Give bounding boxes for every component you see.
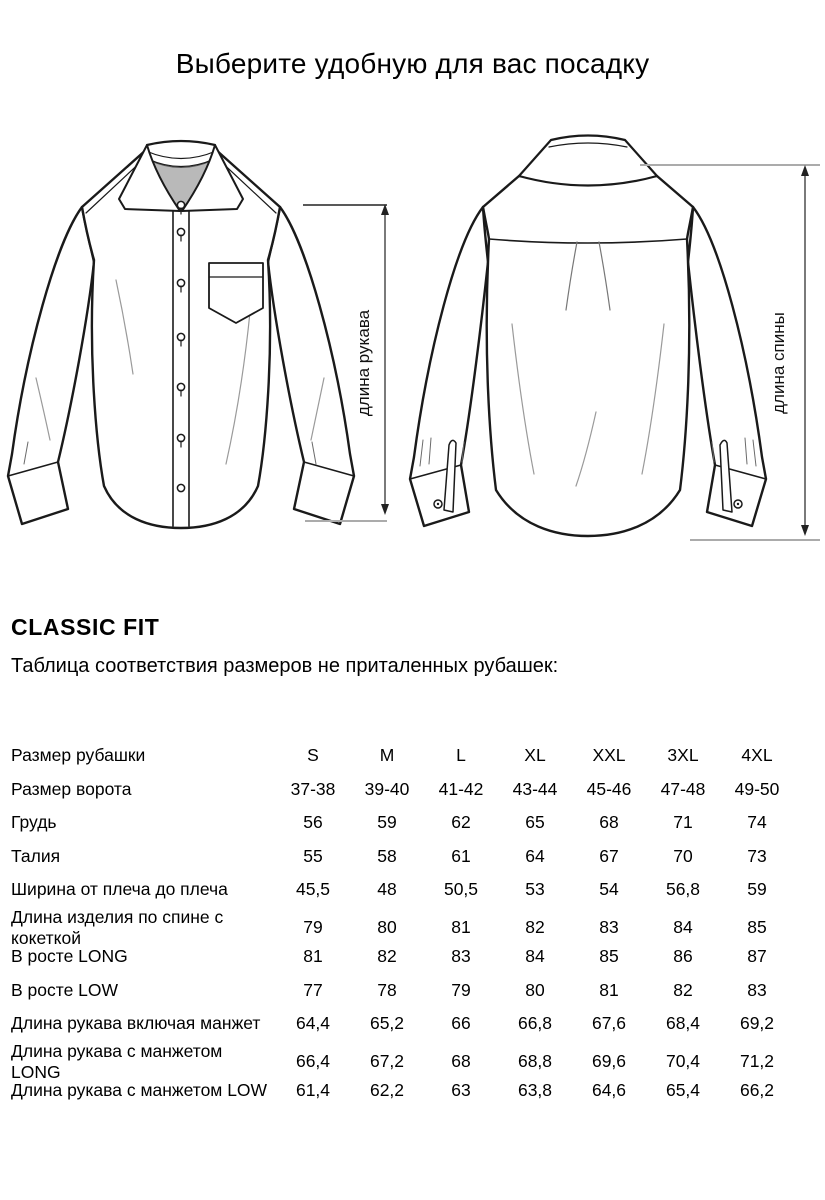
cell-value: 49-50 <box>734 778 780 799</box>
cell-value: 37-38 <box>290 778 336 799</box>
size-table <box>0 739 825 1108</box>
cell-value: 54 <box>599 879 619 900</box>
cell-value: 45,5 <box>295 879 331 900</box>
table-row <box>0 974 825 1008</box>
cell-value: 64 <box>525 845 545 866</box>
cell-value: 83 <box>451 946 471 967</box>
cell-value: 39-40 <box>364 778 410 799</box>
cell-value: 69,6 <box>591 1051 627 1071</box>
cell-value: 63 <box>451 1080 471 1101</box>
cell-value: 67,6 <box>591 1013 627 1034</box>
fit-heading: CLASSIC FIT <box>11 614 160 640</box>
table-row <box>0 1040 825 1082</box>
cell-value: 74 <box>747 812 767 833</box>
cell-value: 83 <box>747 979 767 1000</box>
cell-value: 79 <box>451 979 471 1000</box>
table-row <box>0 840 825 874</box>
cell-value: 78 <box>377 979 397 1000</box>
cell-value: 61,4 <box>295 1080 331 1101</box>
cell-value: 62 <box>451 812 471 833</box>
cell-value: 85 <box>599 946 619 967</box>
cell-value: 80 <box>525 979 545 1000</box>
cell-value: 65,4 <box>665 1080 701 1101</box>
table-row <box>0 1007 825 1041</box>
cell-value: 83 <box>599 917 619 937</box>
cell-value: 66,4 <box>295 1051 331 1071</box>
cell-value: 81 <box>303 946 323 967</box>
cell-value: 87 <box>747 946 767 967</box>
row-label: Длина рукава с манжетом LONG <box>11 1040 223 1082</box>
row-label: Длина изделия по спине с кокеткой <box>11 906 224 948</box>
row-label: Размер ворота <box>11 778 132 799</box>
cell-value: 58 <box>377 845 397 866</box>
shirt-front-view <box>8 141 354 528</box>
table-row <box>0 873 825 907</box>
cell-value: 59 <box>747 879 767 900</box>
row-label: В росте LOW <box>11 979 119 1000</box>
cell-value: 71 <box>673 812 693 833</box>
cell-value: 50,5 <box>443 879 479 900</box>
table-caption: Таблица соответствия размеров не приталенных рубашек: <box>11 655 559 677</box>
cell-value: 73 <box>747 845 767 866</box>
table-row <box>0 773 825 807</box>
cell-value: 69,2 <box>739 1013 775 1034</box>
cell-value: 70,4 <box>665 1051 701 1071</box>
shirt-diagram-svg <box>0 112 825 577</box>
cell-value: 65,2 <box>369 1013 405 1034</box>
cell-value: 56,8 <box>665 879 701 900</box>
cell-value: 70 <box>673 845 693 866</box>
cell-value: 59 <box>377 812 397 833</box>
page-title: Выберите удобную для вас посадку <box>175 48 650 79</box>
row-label: Длина рукава включая манжет <box>11 1013 261 1034</box>
cell-value: 71,2 <box>739 1051 775 1071</box>
cell-value: XL <box>524 745 546 766</box>
back-length-label: длина спины <box>769 312 788 414</box>
cell-value: 65 <box>525 812 545 833</box>
cell-value: 86 <box>673 946 693 967</box>
cell-value: 67 <box>599 845 619 866</box>
cell-value: 68,4 <box>665 1013 701 1034</box>
sleeve-length-label: длина рукава <box>354 309 373 417</box>
row-label: Размер рубашки <box>11 745 146 766</box>
cell-value: 45-46 <box>586 778 632 799</box>
row-label: Талия <box>11 845 61 866</box>
cell-value: 64,6 <box>591 1080 627 1101</box>
cell-value: 84 <box>673 917 693 937</box>
cell-value: XXL <box>592 745 626 766</box>
row-label: Длина рукава с манжетом LOW <box>11 1080 268 1101</box>
cell-value: 48 <box>377 879 397 900</box>
cell-value: 79 <box>303 917 323 937</box>
cell-value: 61 <box>451 845 471 866</box>
cell-value: 82 <box>377 946 397 967</box>
cell-value: 77 <box>303 979 323 1000</box>
cell-value: 66,2 <box>739 1080 775 1101</box>
cell-value: 82 <box>673 979 693 1000</box>
cell-value: 53 <box>525 879 545 900</box>
cell-value: 81 <box>599 979 619 1000</box>
cell-value: 80 <box>377 917 397 937</box>
cell-value: 67,2 <box>369 1051 405 1071</box>
cell-value: 3XL <box>667 745 699 766</box>
cell-value: 47-48 <box>660 778 706 799</box>
cell-value: S <box>307 745 319 766</box>
shirt-diagrams <box>0 112 825 577</box>
table-row <box>0 806 825 840</box>
cell-value: 62,2 <box>369 1080 405 1101</box>
table-row <box>0 739 825 773</box>
cell-value: 84 <box>525 946 545 967</box>
cell-value: 68,8 <box>517 1051 553 1071</box>
cell-value: 82 <box>525 917 545 937</box>
row-label: Ширина от плеча до плеча <box>11 879 228 900</box>
cell-value: 85 <box>747 917 767 937</box>
cell-value: 66 <box>451 1013 471 1034</box>
cell-value: 55 <box>303 845 323 866</box>
row-label: В росте LONG <box>11 946 128 967</box>
cell-value: 41-42 <box>438 778 484 799</box>
cell-value: L <box>456 745 466 766</box>
shirt-back-view <box>410 136 766 537</box>
cell-value: M <box>379 745 395 766</box>
cell-value: 68 <box>451 1051 471 1071</box>
cell-value: 43-44 <box>512 778 558 799</box>
cell-value: 81 <box>451 917 471 937</box>
cell-value: 64,4 <box>295 1013 331 1034</box>
cell-value: 63,8 <box>517 1080 553 1101</box>
cell-value: 4XL <box>741 745 773 766</box>
cell-value: 68 <box>599 812 619 833</box>
cell-value: 66,8 <box>517 1013 553 1034</box>
table-row <box>0 906 825 948</box>
cell-value: 56 <box>303 812 323 833</box>
row-label: Грудь <box>11 812 57 833</box>
